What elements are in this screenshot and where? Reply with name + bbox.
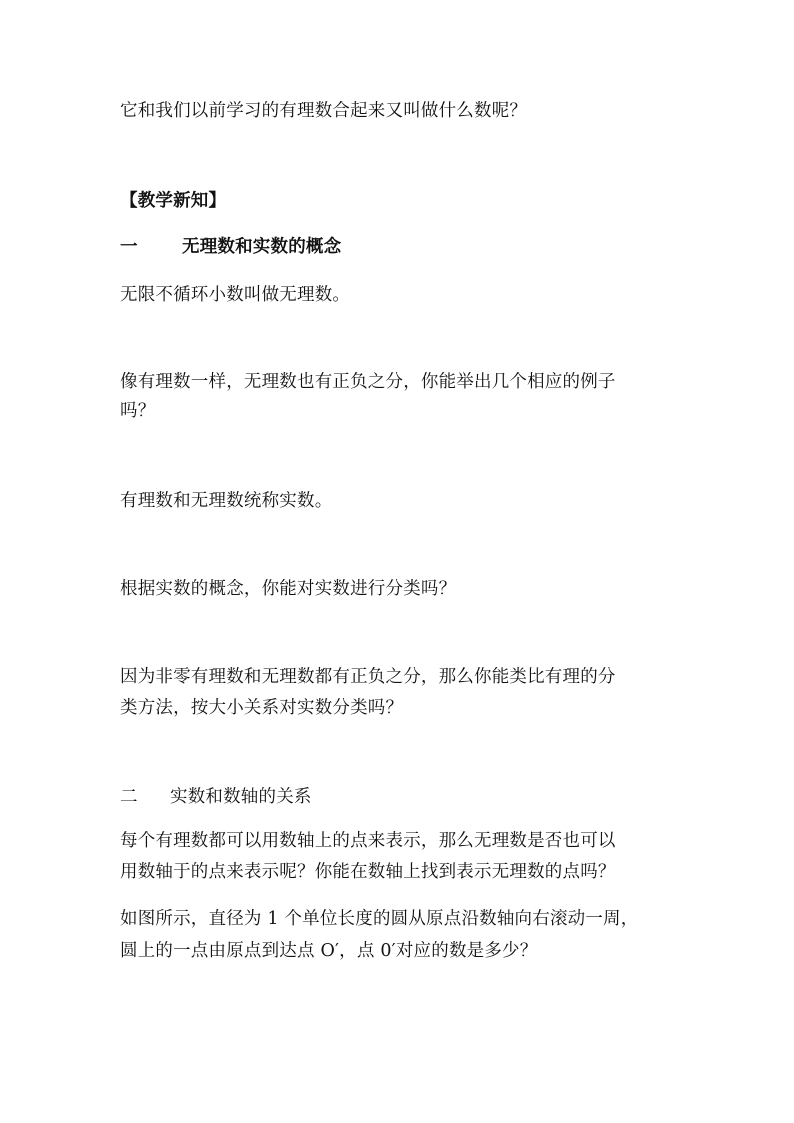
section-2-number: 二	[120, 787, 138, 807]
section-2-heading	[120, 786, 312, 808]
definition-irrational: 无限不循环小数叫做无理数。	[120, 285, 351, 305]
paragraph-rolling-circle-line-2: 圆上的一点由原点到达点 O′，点 0′对应的数是多少？	[120, 941, 538, 961]
paragraph-number-line-line-1: 每个有理数都可以用数轴上的点来表示，那么无理数是否也可以	[120, 831, 616, 851]
paragraph-rolling-circle-line-1: 如图所示，直径为 1 个单位长度的圆从原点沿数轴向右滚动一周，	[120, 909, 639, 929]
section-heading-new-knowledge: 【教学新知】	[120, 191, 227, 211]
paragraph-classify-line-2: 类方法，按大小关系对实数分类吗？	[120, 698, 404, 718]
section-1-title: 无理数和实数的概念	[182, 237, 342, 257]
section-2-title: 实数和数轴的关系	[170, 787, 312, 807]
paragraph-classify-line-1: 因为非零有理数和无理数都有正负之分，那么你能类比有理的分	[120, 667, 616, 687]
section-1-heading	[120, 236, 341, 258]
paragraph-irrational-signs-line-2: 吗？	[120, 401, 156, 421]
definition-real-numbers: 有理数和无理数统称实数。	[120, 491, 333, 511]
question-line: 它和我们以前学习的有理数合起来又叫做什么数呢？	[120, 101, 528, 121]
question-classification: 根据实数的概念，你能对实数进行分类吗？	[120, 579, 457, 599]
paragraph-number-line-line-2: 用数轴于的点来表示呢？你能在数轴上找到表示无理数的点吗？	[120, 862, 616, 882]
section-1-number: 一	[120, 237, 138, 257]
paragraph-irrational-signs-line-1: 像有理数一样，无理数也有正负之分，你能举出几个相应的例子	[120, 372, 616, 392]
